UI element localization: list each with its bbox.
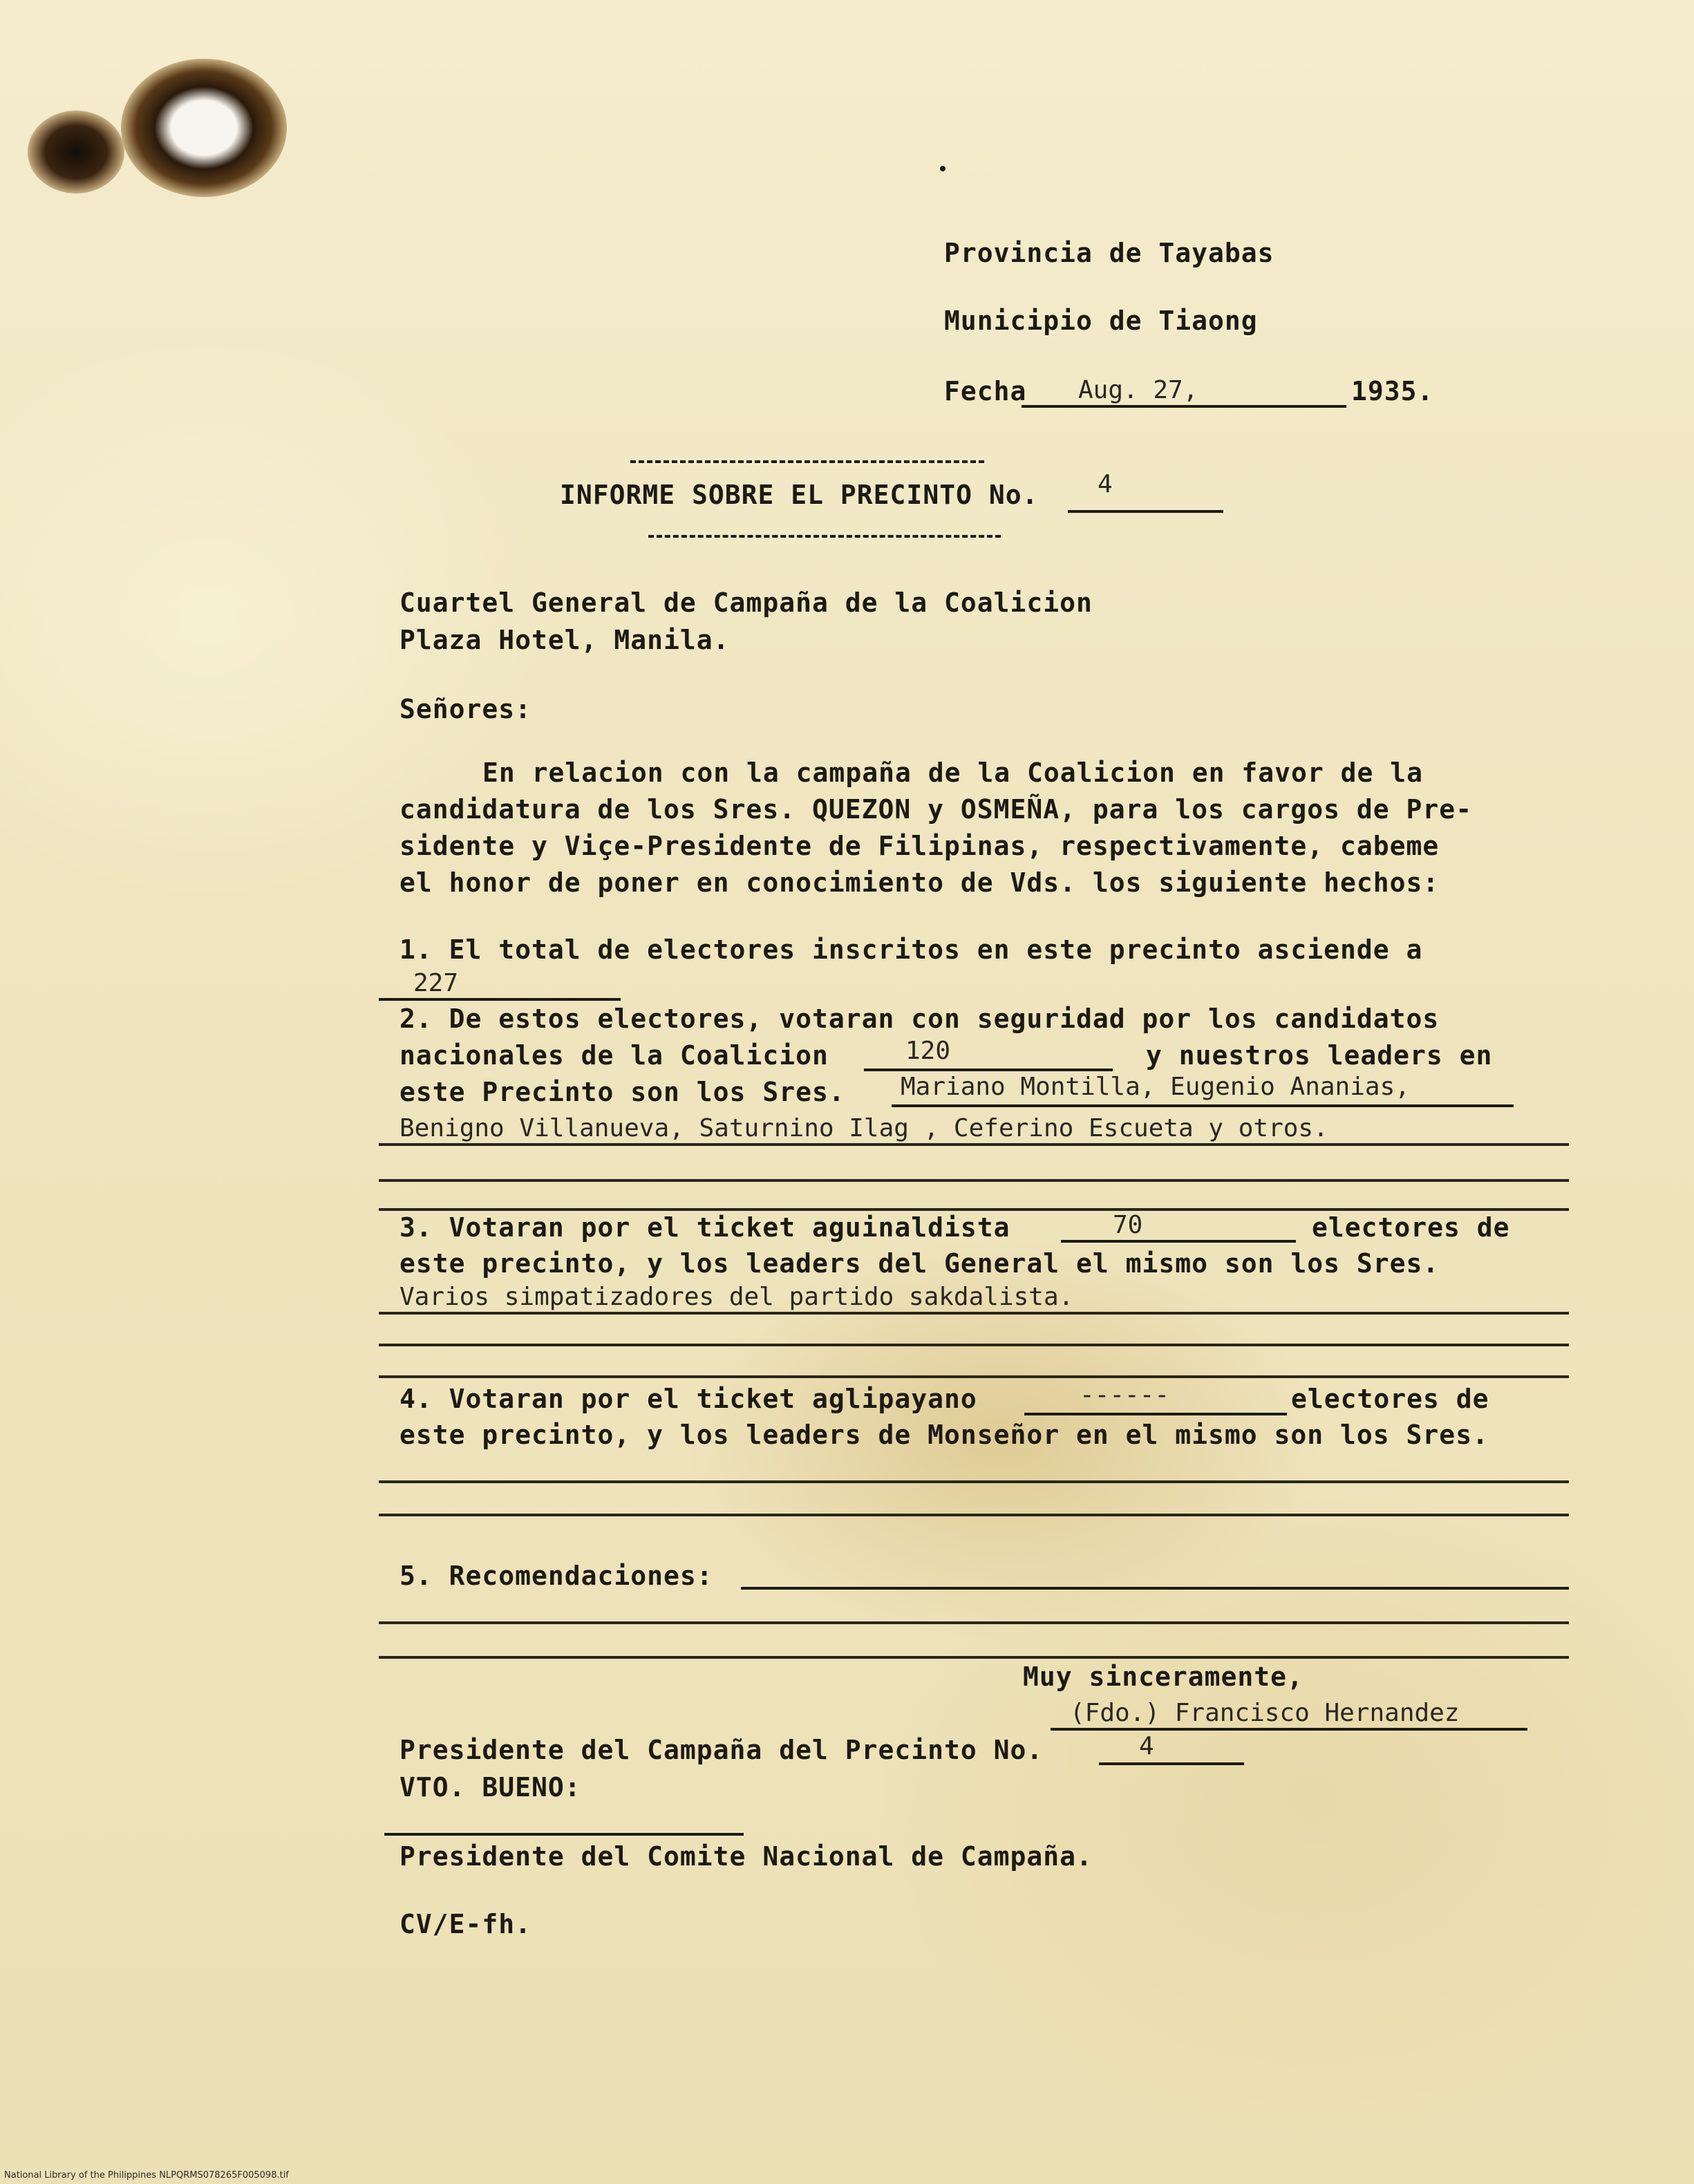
item-2-leaders-underline-1 — [892, 1104, 1514, 1107]
date-underline — [1022, 405, 1346, 408]
item-4-rule-2 — [379, 1514, 1569, 1516]
president-label: Presidente del Campaña del Precinto No. — [399, 1735, 1044, 1765]
item-4-rule-1 — [379, 1480, 1569, 1483]
item-3-rule-1 — [379, 1312, 1569, 1315]
report-title: INFORME SOBRE EL PRECINTO No. — [560, 480, 1039, 510]
approval-signature-line — [384, 1833, 744, 1836]
item-5-underline — [741, 1587, 1569, 1590]
president-precinct-number: 4 — [1139, 1732, 1154, 1760]
date-value: Aug. 27, — [1078, 376, 1198, 404]
item-5-rule-1 — [379, 1621, 1569, 1624]
item-2-line-2-suffix: y nuestros leaders en — [1146, 1040, 1493, 1071]
burn-mark — [940, 166, 945, 171]
intro-line-2: candidatura de los Sres. QUEZON y OSMEÑA, para los cargos de Pre- — [399, 794, 1473, 825]
addressee-line-2: Plaza Hotel, Manila. — [399, 625, 730, 655]
item-3-line-2: este precinto, y los leaders del General el mismo son los Sres. — [399, 1248, 1440, 1279]
intro-line-4: el honor de poner en conocimiento de Vds. los siguiente hechos: — [399, 867, 1440, 898]
president-precinct-underline — [1099, 1762, 1244, 1765]
title-precinct-number: 4 — [1098, 470, 1113, 498]
scan-footer: National Library of the Philippines NLPQRMS078265F005098.tif — [4, 2170, 289, 2181]
burn-mark — [28, 111, 124, 194]
item-3-rule-3 — [379, 1375, 1569, 1378]
item-2-rule-3 — [379, 1208, 1569, 1211]
intro-line-3: sidente y Viçe-Presidente de Filipinas, respectivamente, cabeme — [399, 831, 1440, 861]
item-2-line-1: 2. De estos electores, votaran con seguridad por los candidatos — [399, 1004, 1440, 1034]
item-3-votes: 70 — [1113, 1211, 1143, 1239]
item-2-secure-votes: 120 — [905, 1037, 951, 1065]
title-precinct-underline — [1068, 510, 1223, 513]
item-4-line-1-prefix: 4. Votaran por el ticket aglipayano — [399, 1384, 977, 1414]
item-3-line-1-suffix: electores de — [1312, 1212, 1510, 1243]
reference-initials: CV/E-fh. — [399, 1909, 532, 1939]
intro-line-1: En relacion con la campaña de la Coalicion en favor de la — [482, 757, 1424, 788]
item-1-text: 1. El total de electores inscritos en este precinto asciende a — [399, 934, 1423, 965]
item-2-leaders-line-2: Benigno Villanueva, Saturnino Ilag , Ceferino Escueta y otros. — [399, 1114, 1328, 1142]
item-5-rule-2 — [379, 1656, 1569, 1659]
item-4-votes: ------ — [1080, 1381, 1170, 1409]
item-4-line-2: este precinto, y los leaders de Monseñor en el mismo son los Sres. — [399, 1420, 1489, 1450]
approval-label: VTO. BUENO: — [399, 1772, 581, 1802]
item-2-leaders-line-1: Mariano Montilla, Eugenio Ananias, — [901, 1073, 1410, 1101]
signature-underline — [1051, 1728, 1527, 1731]
item-2-rule-2 — [379, 1179, 1569, 1182]
item-5-label: 5. Recomendaciones: — [399, 1561, 713, 1591]
item-1-registered-voters: 227 — [413, 969, 459, 997]
signature: (Fdo.) Francisco Hernandez — [1070, 1699, 1460, 1727]
item-3-rule-2 — [379, 1344, 1569, 1346]
burn-mark — [121, 59, 287, 197]
item-4-line-1-suffix: electores de — [1291, 1384, 1489, 1414]
item-2-votes-underline — [864, 1069, 1113, 1071]
item-3-votes-underline — [1061, 1240, 1296, 1243]
committee-label: Presidente del Comite Nacional de Campaña. — [399, 1841, 1093, 1872]
item-1-underline — [379, 998, 621, 1001]
item-4-votes-underline — [1024, 1413, 1287, 1415]
item-2-line-2-prefix: nacionales de la Coalicion — [399, 1040, 829, 1071]
title-dashes-bottom — [648, 535, 1001, 538]
addressee-line-1: Cuartel General de Campaña de la Coalicion — [399, 587, 1093, 618]
province-heading: Provincia de Tayabas — [944, 238, 1274, 268]
item-2-line-3-prefix: este Precinto son los Sres. — [399, 1077, 845, 1107]
item-3-leaders: Varios simpatizadores del partido sakdalista. — [399, 1283, 1074, 1311]
date-label: Fecha — [944, 376, 1027, 406]
municipality-heading: Municipio de Tiaong — [944, 305, 1258, 336]
date-year: 1935. — [1351, 376, 1434, 406]
title-dashes-top — [630, 460, 984, 463]
salutation: Señores: — [399, 694, 532, 724]
valediction: Muy sinceramente, — [1023, 1661, 1304, 1692]
item-2-rule-1 — [379, 1143, 1569, 1146]
item-3-line-1-prefix: 3. Votaran por el ticket aguinaldista — [399, 1212, 1010, 1243]
